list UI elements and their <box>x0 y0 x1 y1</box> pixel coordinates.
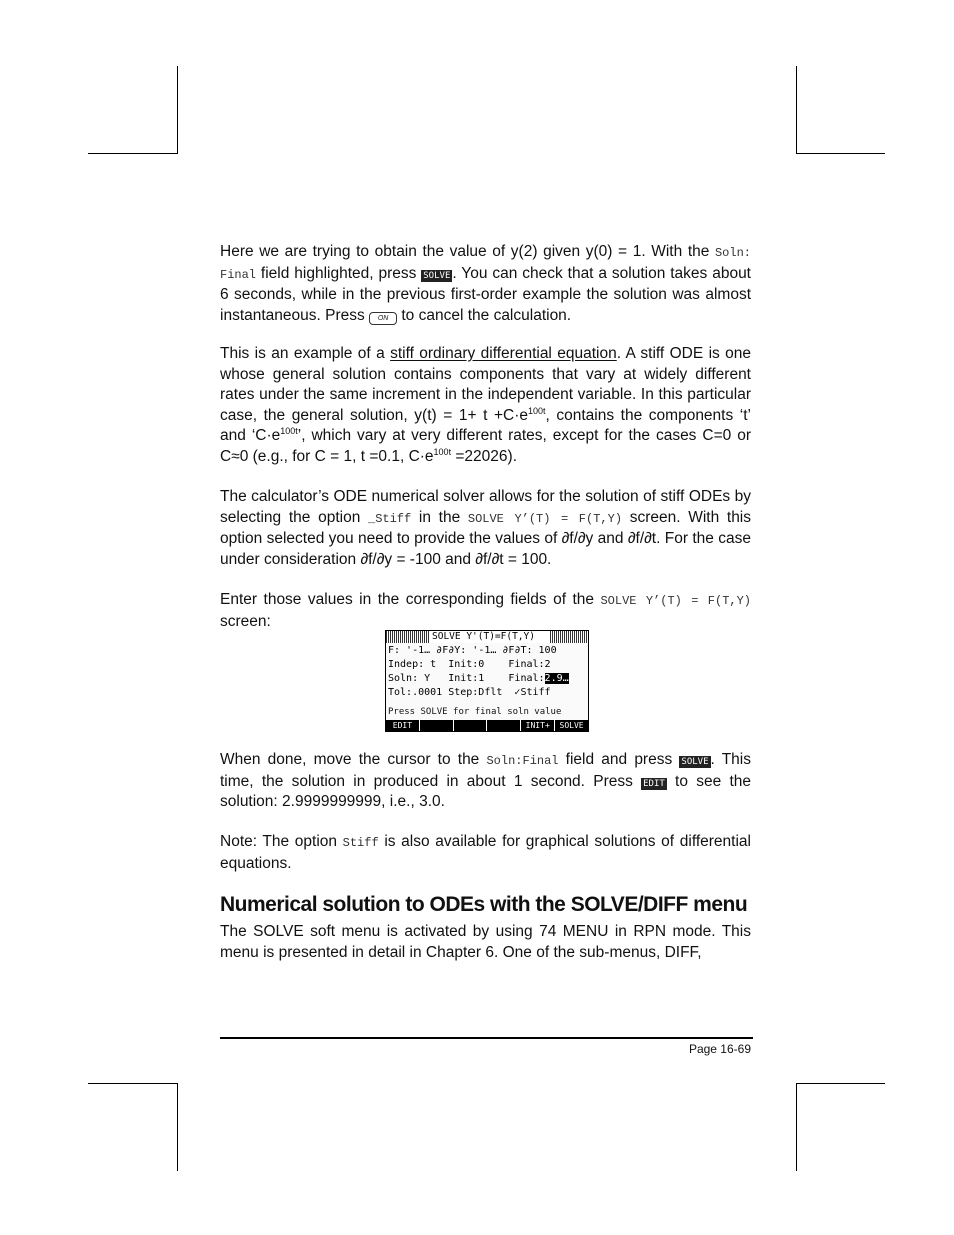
text: field highlighted, press <box>256 264 422 282</box>
crop-mark <box>797 153 885 154</box>
text: When done, move the cursor to the <box>220 751 487 768</box>
page-number: Page 16-69 <box>688 1042 751 1056</box>
field-soln-final-highlighted: 2.9… <box>544 673 569 684</box>
crop-mark <box>88 153 177 154</box>
code-soln: Soln: <box>714 246 751 260</box>
code-solve-screen: SOLVE Y’(T) = F(T,Y) <box>467 511 623 526</box>
screen-row-soln <box>388 672 586 685</box>
section-heading: Numerical solution to ODEs with the SOLVE/DIFF menu <box>220 893 748 916</box>
screen-message: Press SOLVE for final soln value <box>388 707 562 717</box>
text: This is an example of a <box>220 345 391 362</box>
edit-softkey-icon: EDIT <box>643 778 665 789</box>
crop-mark <box>177 66 178 154</box>
text: screen: <box>220 612 271 630</box>
text: The SOLVE soft menu is activated by using 74 MENU in RPN mode. This menu is presented in detail in Chapter 6. One of the sub-menus, DIFF, <box>220 923 751 961</box>
text: Enter those values in the corresponding fields of the <box>220 591 601 608</box>
code-solve-screen: SOLVE Y’(T) = F(T,Y) <box>600 594 751 608</box>
paragraph-solve-menu <box>220 922 751 963</box>
softkey-blank <box>454 720 488 731</box>
field-dfdy: ∂F∂Y: '-1… <box>430 645 497 656</box>
screen-row-f <box>388 644 586 657</box>
code-stiff: _Stiff <box>368 511 412 526</box>
text: . A stiff ODE is one whose general solution contains components that vary at widely different rates under the same increment in the independent variable. In this particular case, the general solution, y(t) = 1+ t +C·e <box>220 345 751 424</box>
superscript: 100t <box>280 425 298 436</box>
footer-rule <box>220 1037 753 1039</box>
screen-row-indep: Indep: t Init:0 Final:2 <box>388 659 551 670</box>
text: ’, which vary at very different rates, except for the cases C=0 or C≈0 (e.g., for C = 1, t =0.1, C·e <box>220 427 751 465</box>
text: . You can check that a solution takes about 6 seconds, while in the previous first-order example the solution was almost instantaneous. Press <box>220 264 751 324</box>
text: Here we are trying to obtain the value of y(2) given y(0) = 1. With the <box>220 243 715 260</box>
code-soln-final: Soln:Final <box>486 754 559 768</box>
screen-title: SOLVE Y'(T)=F(T,Y) <box>430 631 549 643</box>
text: . This time, the solution in produced in about 1 second. Press <box>220 751 751 790</box>
text: The calculator’s ODE numerical solver allows for the solution of stiff ODEs by selecting the option <box>220 488 751 526</box>
text: in the <box>411 508 468 526</box>
softkey-edit: EDIT <box>386 720 420 731</box>
text: to see the solution: 2.9999999999, i.e., 3.0. <box>220 772 752 810</box>
calculator-screen <box>385 630 589 732</box>
text: , contains the components ‘t’ and ‘C·e <box>220 406 751 444</box>
text: to cancel the calculation. <box>397 306 572 324</box>
paragraph-note <box>220 832 751 874</box>
solve-softkey-icon: SOLVE <box>423 270 451 281</box>
on-key-icon: ON <box>369 312 397 325</box>
softkey-solve: SOLVE <box>559 721 584 730</box>
text: field and press <box>558 751 680 768</box>
crop-mark <box>796 1083 797 1171</box>
crop-mark <box>797 1083 885 1084</box>
screen-row-tol: Tol:.0001 Step:Dflt ✓Stiff <box>388 687 551 698</box>
crop-mark <box>177 1083 178 1171</box>
softkey-blank <box>487 720 521 731</box>
solve-softkey-icon: SOLVE <box>681 757 709 767</box>
field-soln: Soln: Y Init:1 Final: <box>388 673 545 684</box>
softkey-init: INIT+ <box>521 720 555 731</box>
paragraph-when-done <box>220 750 751 813</box>
softkey-blank <box>420 720 454 731</box>
underlined-term: stiff ordinary differential equation <box>390 345 617 362</box>
paragraph-solve-intro <box>220 242 751 326</box>
crop-mark <box>88 1083 177 1084</box>
screen-title-bar <box>386 631 588 643</box>
softkey-menu <box>386 720 588 731</box>
text: screen. With this option selected you need to provide the values of ∂f/∂y and ∂f/∂t. For the case under consideration ∂f/∂y = -100 and ∂f/∂t = 100. <box>220 508 752 568</box>
text: is also available for graphical solutions of differential equations. <box>220 833 751 872</box>
crop-mark <box>796 66 797 154</box>
paragraph-enter-values <box>220 590 751 632</box>
code-final: Final <box>220 267 257 282</box>
paragraph-stiff-ode <box>220 344 751 467</box>
text: Note: The option <box>220 833 343 850</box>
field-dfdt: ∂F∂T: 100 <box>496 645 557 656</box>
superscript: 100t <box>527 405 546 416</box>
superscript: 100t <box>433 446 452 457</box>
paragraph-stiff-option <box>220 487 751 570</box>
code-stiff: Stiff <box>342 836 379 850</box>
field-f: F: '-1… <box>388 645 431 656</box>
text: =22026). <box>451 447 518 465</box>
